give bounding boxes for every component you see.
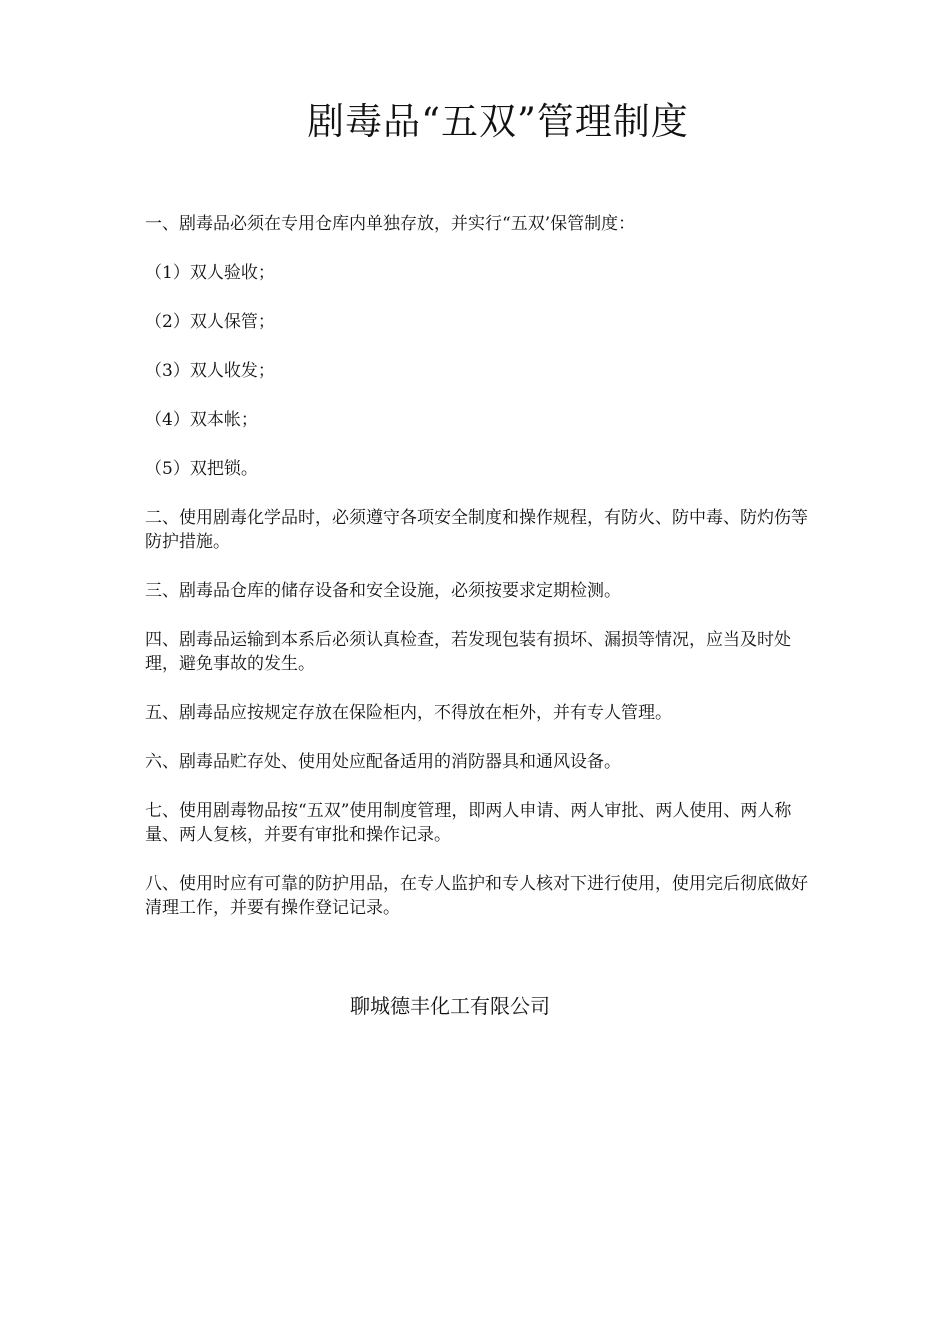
rule-paragraph-7: 七、使用剧毒物品按“五双”使用制度管理，即两人申请、两人审批、两人使用、两人称量、两人复核，并要有审批和操作记录。: [145, 801, 792, 845]
rule-paragraph-6: 六、剧毒品贮存处、使用处应配备适用的消防器具和通风设备。: [145, 752, 621, 772]
rule-paragraph-5: 五、剧毒品应按规定存放在保险柜内，不得放在柜外，并有专人管理。: [145, 703, 672, 723]
rule-paragraph-2: 二、使用剧毒化学品时，必须遵守各项安全制度和操作规程，有防火、防中毒、防灼伤等防护措施。: [145, 508, 808, 552]
list-item: （2）双人保管；: [145, 312, 275, 332]
five-double-list: [145, 261, 810, 481]
list-item: （3）双人收发；: [145, 361, 275, 381]
rule-paragraph-3: 三、剧毒品仓库的储存设备和安全设施，必须按要求定期检测。: [145, 581, 621, 601]
list-item: （1）双人验收；: [145, 263, 275, 283]
rule-paragraph-4: 四、剧毒品运输到本系后必须认真检查，若发现包装有损坏、漏损等情况，应当及时处理，避免事故的发生。: [145, 630, 791, 674]
list-item: （5）双把锁。: [145, 459, 258, 479]
company-name: 聊城德丰化工有限公司: [350, 994, 550, 1018]
intro-paragraph: 一、剧毒品必须在专用仓库内单独存放，并实行“五双’保管制度：: [145, 214, 636, 234]
document-title: 剧毒品“五双”管理制度: [307, 100, 689, 143]
list-item: （4）双本帐；: [145, 410, 258, 430]
rule-paragraph-8: 八、使用时应有可靠的防护用品，在专人监护和专人核对下进行使用，使用完后彻底做好清理工作，并要有操作登记记录。: [145, 874, 808, 918]
document-body: [145, 212, 810, 945]
